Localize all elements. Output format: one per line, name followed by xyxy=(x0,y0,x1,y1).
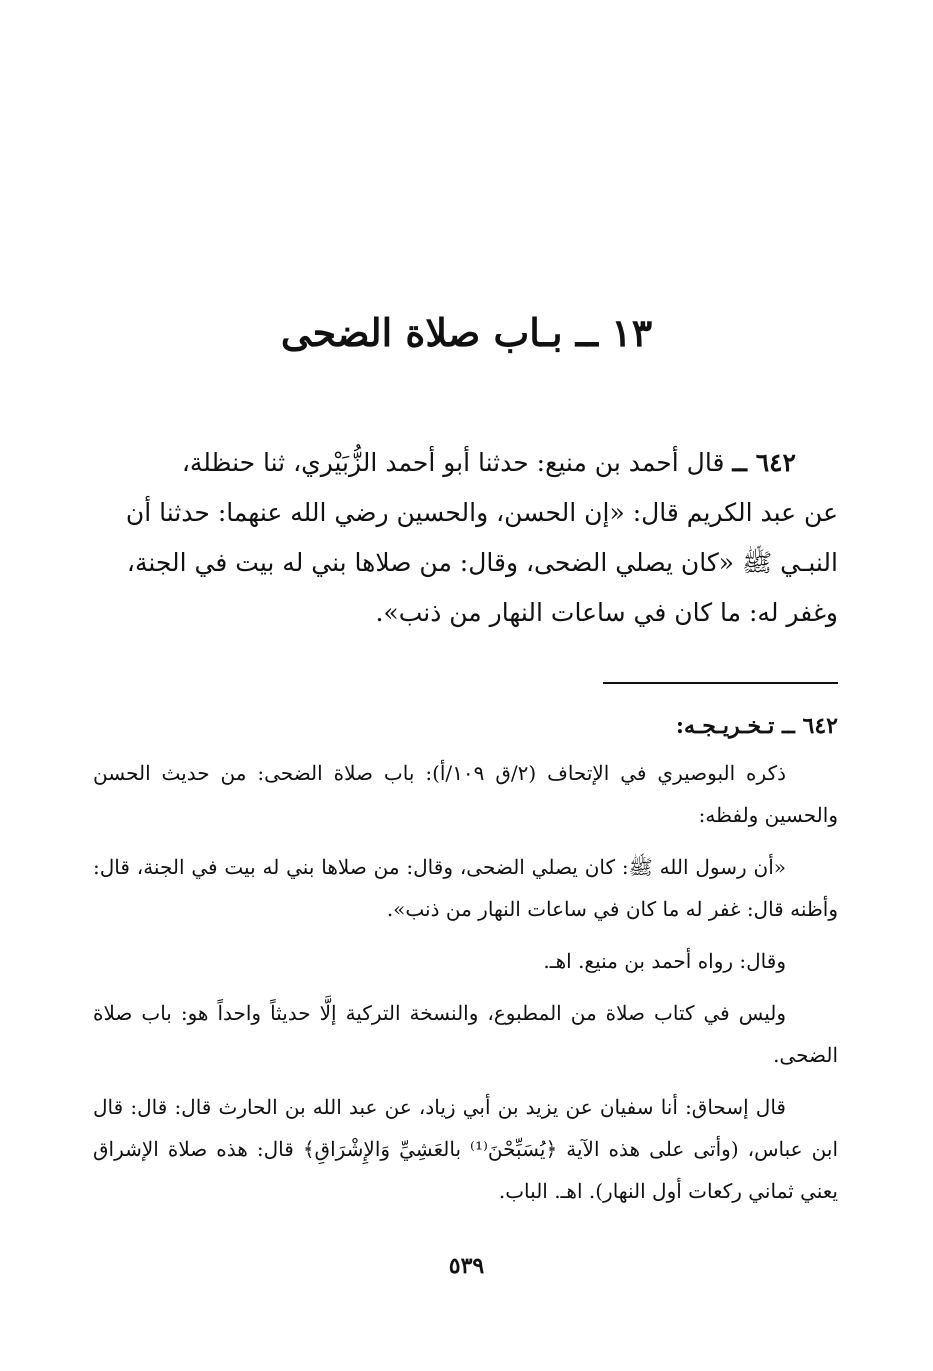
footnote-divider xyxy=(603,682,838,684)
takhrij-paragraph: وليس في كتاب صلاة من المطبوع، والنسخة التركية إلَّا حديثاً واحداً هو: باب صلاة الضحى. xyxy=(93,1001,838,1067)
hadith-line-text: قال أحمد بن منيع: حدثنا أبو أحمد الزُّبَيْري، ثنا حنظلة، xyxy=(181,448,725,477)
hadith-line: النبـي ﷺ «كان يصلي الضحى، وقال: من صلاها بني له بيت في الجنة، xyxy=(126,548,838,577)
hadith-line xyxy=(93,438,838,488)
takhrij-paragraph: «أن رسول الله ﷺ: كان يصلي الضحى، وقال: من صلاها بني له بيت في الجنة، قال: وأظنه قال: غفر له ما كان في ساعات النهار من ذنب». xyxy=(93,855,838,921)
takhrij-paragraph: ذكره البوصيري في الإتحاف (٢/ق ١٠٩/أ): باب صلاة الضحى: من حديث الحسن والحسين ولفظه: xyxy=(93,761,838,827)
hadith-number: ٦٤٢ ــ xyxy=(732,448,796,477)
takhrij-paragraph: وقال: رواه أحمد بن منيع. اهـ. xyxy=(543,949,786,973)
hadith-line: وغفر له: ما كان في ساعات النهار من ذنب». xyxy=(375,598,838,627)
takhrij-notes xyxy=(93,752,838,1222)
takhrij-paragraph: قال إسحاق: أنا سفيان عن يزيد بن أبي زياد، عن عبد الله بن الحارث قال: قال: قال ابن عباس، (وأتى على هذه الآية ﴿يُسَبِّحْنَ⁽¹⁾ بالعَشِيِّ وَالإِشْرَاقِ﴾ قال: هذه صلاة الإشراق يعني ثماني ركعات أول النهار). اهـ. الباب. xyxy=(93,1095,838,1203)
hadith-text xyxy=(93,438,838,638)
takhrij-heading: ٦٤٢ ــ تـخـريـجـه: xyxy=(675,713,838,739)
chapter-title: ١٣ ــ بـاب صلاة الضحى xyxy=(280,310,653,355)
hadith-line: عن عبد الكريم قال: «إن الحسن، والحسين رضي الله عنهما: حدثنا أن xyxy=(125,498,838,527)
page-number: ٥٣٩ xyxy=(448,1253,485,1279)
